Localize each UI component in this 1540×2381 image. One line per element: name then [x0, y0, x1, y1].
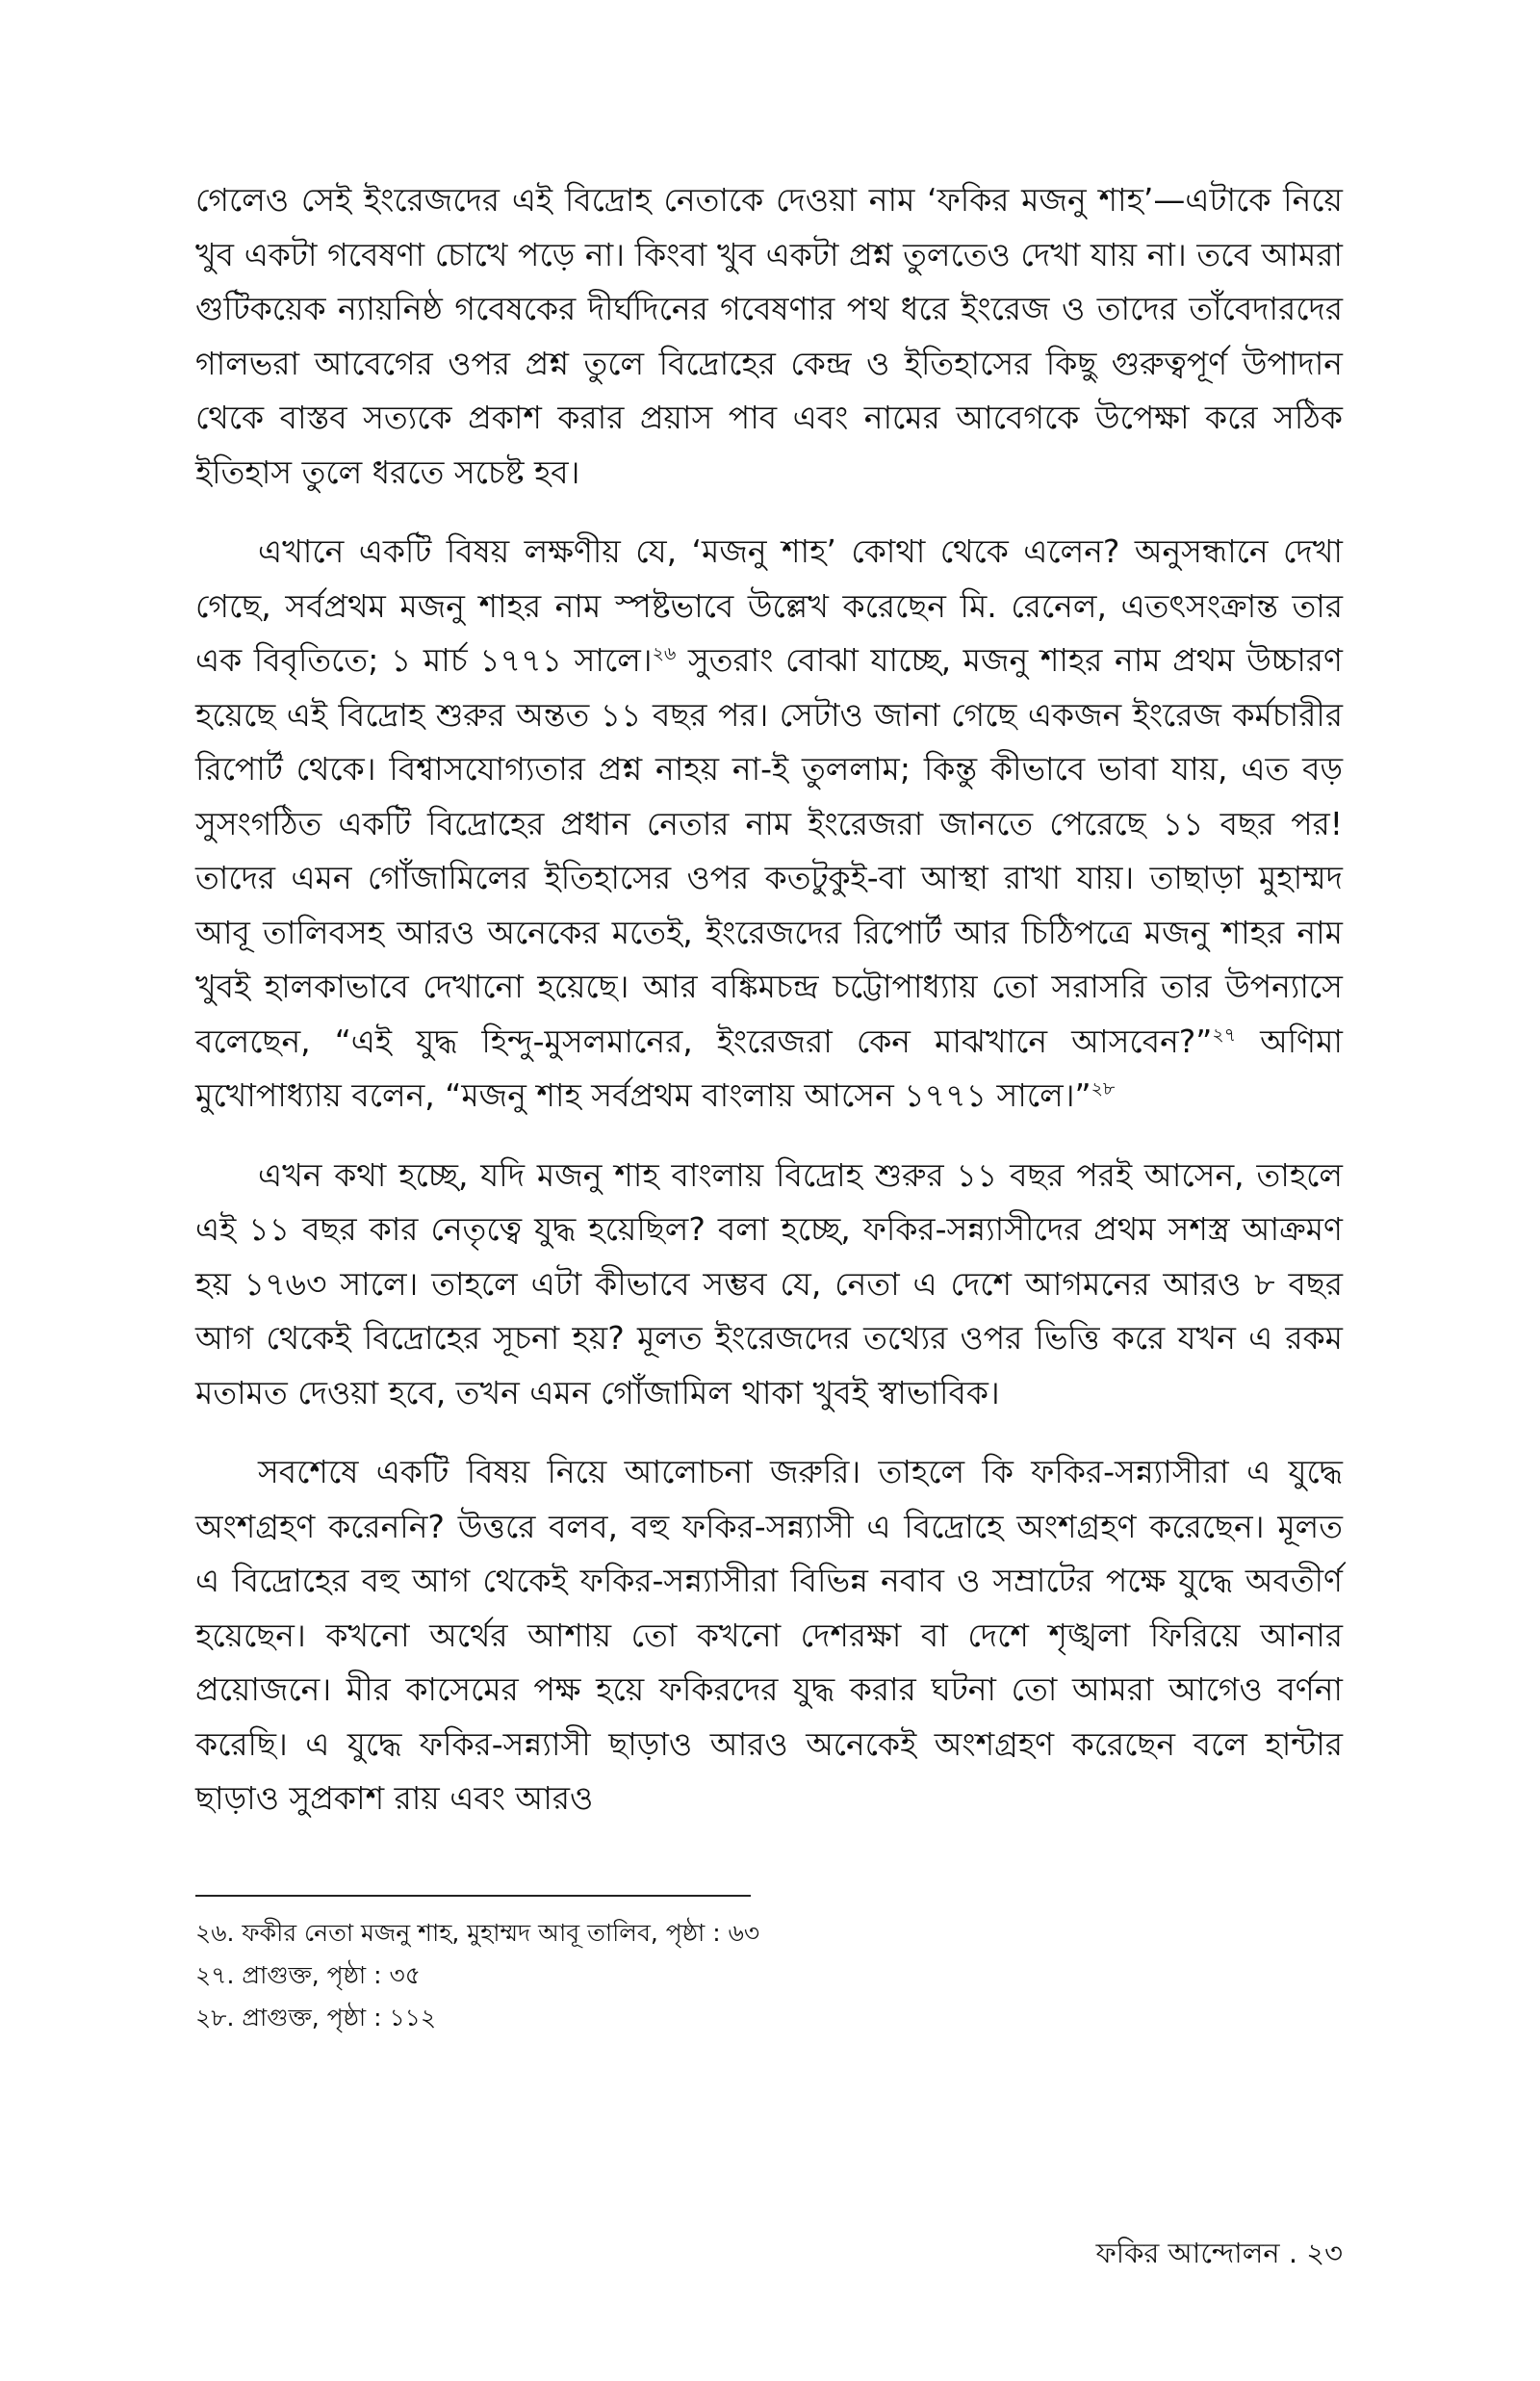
running-footer	[1096, 2232, 1343, 2279]
footnote-divider	[195, 1895, 751, 1897]
paragraph-text: সবশেষে একটি বিষয় নিয়ে আলোচনা জরুরি। তাহলে কি ফকির-সন্ন্যাসীরা এ যুদ্ধে অংশগ্রহণ করেননি? উত্তরে বলব, বহু ফকির-সন্ন্যাসী এ বিদ্রোহে অংশগ্রহণ করেছেন। মূলত এ বিদ্রোহের বহু আগ থেকেই ফকির-সন্ন্যাসীরা বিভিন্ন নবাব ও সম্রাটের পক্ষে যুদ্ধে অবতীর্ণ হয়েছেন। কখনো অর্থের আশায় তো কখনো দেশরক্ষা বা দেশে শৃঙ্খলা ফিরিয়ে আনার প্রয়োজনে। মীর কাসেমের পক্ষ হয়ে ফকিরদের যুদ্ধ করার ঘটনা তো আমরা আগেও বর্ণনা করেছি। এ যুদ্ধে ফকির-সন্ন্যাসী ছাড়াও আরও অনেকেই অংশগ্রহণ করেছেন বলে হান্টার ছাড়াও সুপ্রকাশ রায় এবং আরও	[195, 1453, 1343, 1817]
body-text	[195, 173, 1343, 1826]
footnote-27: ২৭. প্রাগুক্ত, পৃষ্ঠা : ৩৫	[195, 1961, 421, 1989]
paragraph-text: গেলেও সেই ইংরেজদের এই বিদ্রোহ নেতাকে দেওয়া নাম ‘ফকির মজনু শাহ’—এটাকে নিয়ে খুব একটা গবেষণা চোখে পড়ে না। কিংবা খুব একটা প্রশ্ন তুলতেও দেখা যায় না। তবে আমরা গুটিকয়েক ন্যায়নিষ্ঠ গবেষকের দীর্ঘদিনের গবেষণার পথ ধরে ইংরেজ ও তাদের তাঁবেদারদের গালভরা আবেগের ওপর প্রশ্ন তুলে বিদ্রোহের কেন্দ্র ও ইতিহাসের কিছু গুরুত্বপূর্ণ উপাদান থেকে বাস্তব সত্যকে প্রকাশ করার প্রয়াস পাব এবং নামের আবেগকে উপেক্ষা করে সঠিক ইতিহাস তুলে ধরতে সচেষ্ট হব।	[195, 181, 1343, 491]
paragraph-text: এখানে একটি বিষয় লক্ষণীয় যে, ‘মজনু শাহ’ কোথা থেকে এলেন? অনুসন্ধানে দেখা গেছে, সর্বপ্রথম মজনু শাহর নাম স্পষ্টভাবে উল্লেখ করেছেন মি. রেনেল, এতৎসংক্রান্ত তার এক বিবৃতিতে; ১ মার্চ ১৭৭১ সালে।	[195, 532, 1343, 679]
paragraph-text: অণিমা মুখোপাধ্যায় বলেন, “মজনু শাহ সর্বপ্রথম বাংলায় আসেন ১৭৭১ সালে।”	[195, 1022, 1344, 1114]
footnote-26: ২৬. ফকীর নেতা মজনু শাহ, মুহাম্মদ আবূ তালিব, পৃষ্ঠা : ৬৩	[195, 1919, 760, 1947]
footer-separator: .	[1279, 2237, 1307, 2269]
footnotes	[195, 1912, 1343, 2039]
page-number: ২৩	[1306, 2237, 1343, 2269]
footer-book-title: ফকির আন্দোলন	[1095, 2237, 1280, 2269]
paragraph-text: এখন কথা হচ্ছে, যদি মজনু শাহ বাংলায় বিদ্রোহ শুরুর ১১ বছর পরই আসেন, তাহলে এই ১১ বছর কার নেতৃত্বে যুদ্ধ হয়েছিল? বলা হচ্ছে, ফকির-সন্ন্যাসীদের প্রথম সশস্ত্র আক্রমণ হয় ১৭৬৩ সালে। তাহলে এটা কীভাবে সম্ভব যে, নেতা এ দেশে আগমনের আরও ৮ বছর আগ থেকেই বিদ্রোহের সূচনা হয়? মূলত ইংরেজদের তথ্যের ওপর ভিত্তি করে যখন এ রকম মতামত দেওয়া হবে, তখন এমন গোঁজামিল থাকা খুবই স্বাভাবিক।	[195, 1155, 1343, 1411]
paragraph	[195, 525, 1343, 1124]
footnote-ref: ২৭	[1212, 1023, 1237, 1046]
paragraph	[195, 173, 1343, 500]
paragraph-text: সুতরাং বোঝা যাচ্ছে, মজনু শাহর নাম প্রথম উচ্চারণ হয়েছে এই বিদ্রোহ শুরুর অন্তত ১১ বছর পর। সেটাও জানা গেছে একজন ইংরেজ কর্মচারীর রিপোর্ট থেকে। বিশ্বাসযোগ্যতার প্রশ্ন নাহয় না-ই তুললাম; কিন্তু কীভাবে ভাবা যায়, এত বড় সুসংগঠিত একটি বিদ্রোহের প্রধান নেতার নাম ইংরেজরা জানতে পেরেছে ১১ বছর পর! তাদের এমন গোঁজামিলের ইতিহাসের ওপর কতটুকুই-বা আস্থা রাখা যায়। তাছাড়া মুহাম্মদ আবূ তালিবসহ আরও অনেকের মতেই, ইংরেজদের রিপোর্ট আর চিঠিপত্রে মজনু শাহর নাম খুবই হালকাভাবে দেখানো হয়েছে। আর বঙ্কিমচন্দ্র চট্টোপাধ্যায় তো সরাসরি তার উপন্যাসে বলেছেন, “এই যুদ্ধ হিন্দু-মুসলমানের, ইংরেজরা কেন মাঝখানে আসবেন?”	[195, 641, 1344, 1060]
paragraph	[195, 1445, 1343, 1826]
footnote-28: ২৮. প্রাগুক্ত, পৃষ্ঠা : ১১২	[195, 2004, 437, 2032]
footnote-ref: ২৮	[1091, 1078, 1116, 1100]
footnote-ref: ২৬	[652, 643, 677, 664]
page-body	[195, 173, 1343, 1851]
paragraph	[195, 1149, 1343, 1421]
